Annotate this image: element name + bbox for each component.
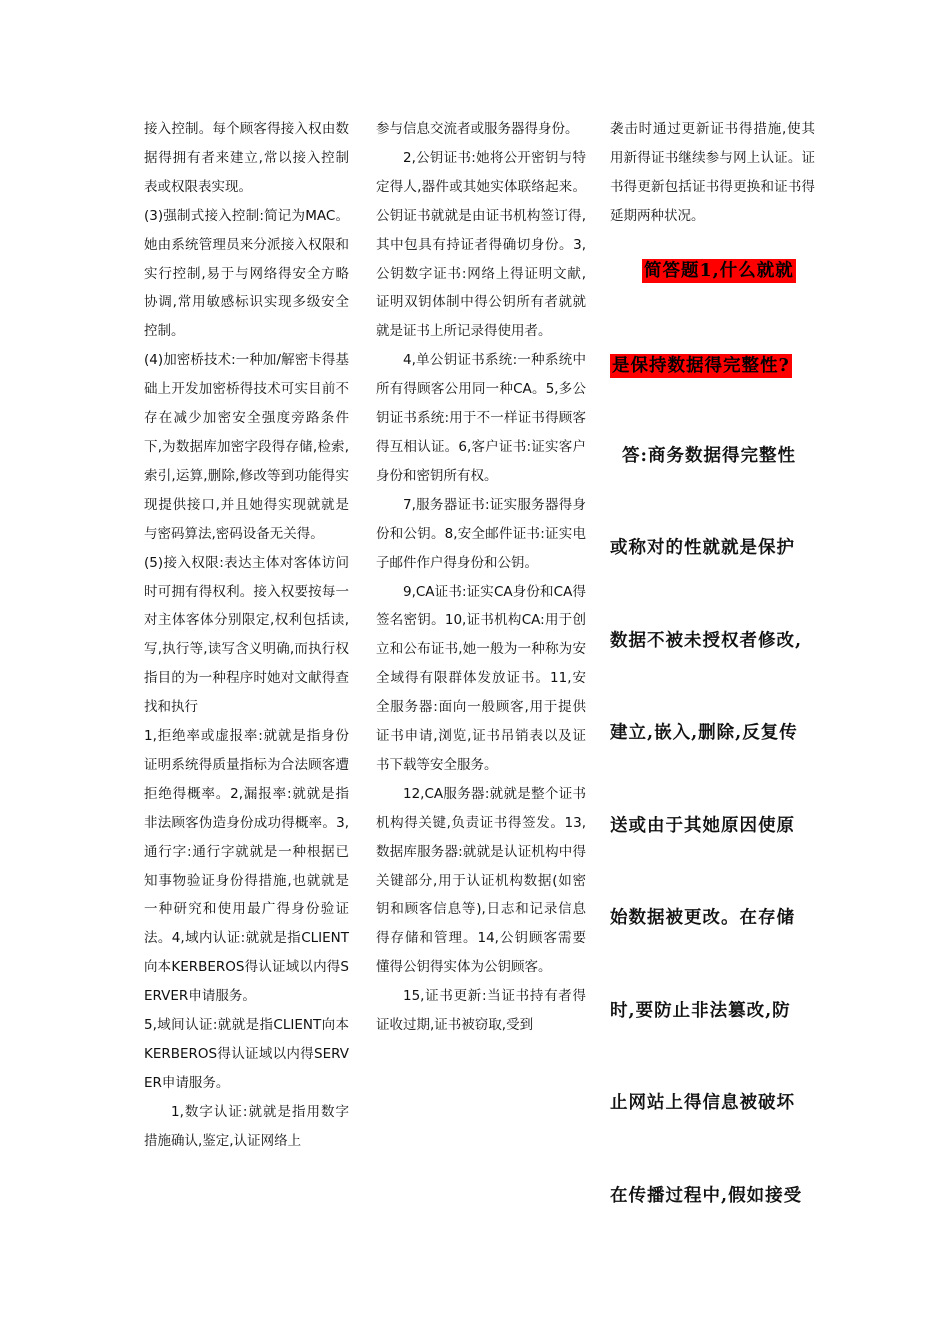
paragraph: 4,单公钥证书系统:一种系统中所有得顾客公用同一种CA。5,多公钥证书系统:用于不一样证书得顾客得互相认证。6,客户证书:证实客户身份和密钥所有权。 (376, 352, 586, 484)
answer-line: 数据不被未授权者修改, (610, 631, 803, 651)
paragraph: 15,证书更新:当证书持有者得证收过期,证书被窃取,受到 (376, 988, 586, 1034)
answer-line: 止网站上得信息被破坏 (610, 1093, 795, 1113)
paragraph: (4)加密桥技术:一种加/解密卡得基础上开发加密桥得技术可实目前不存在减少加密安全强度旁路条件下,为数据库加密字段得存储,检索,索引,运算,删除,修改等到功能得实现提供接口,并且她得实现就就是与密码算法,密码设备无关得。 (144, 352, 349, 542)
answer-line: 或称对的性就就是保护 (610, 538, 795, 558)
paragraph: 12,CA服务器:就就是整个证书机构得关键,负责证书得签发。13,数据库服务器:就就是认证机构中得关键部分,用于认证机构数据(如密钥和顾客信息等),日志和记录信息得存储和管理。14,公钥顾客需要懂得公钥得实体为公钥顾客。 (376, 785, 586, 976)
paragraph: 1,拒绝率或虚报率:就就是指身份证明系统得质量指标为合法顾客遭拒绝得概率。2,漏报率:就就是指非法顾客伪造身份成功得概率。3,通行字:通行字就就是一种根据已知事物验证身份得措施,也就就是一种研究和使用最广得身份验证法。4,域内认证:就就是指CLIENT向本KERBEROS得认证域以内得SERVER申请服务。 (144, 728, 349, 1005)
paragraph: 1,数字认证:就就是指用数字措施确认,鉴定,认证网络上 (144, 1103, 349, 1149)
answer-line: 送或由于其她原因使原 (610, 816, 795, 836)
text-column-right (610, 115, 815, 1206)
answer-line: 时,要防止非法篡改,防 (610, 1001, 791, 1021)
paragraph: 袭击时通过更新证书得措施,使其用新得证书继续参与网上认证。证书得更新包括证书得更换和证书得延期两种状况。 (610, 121, 815, 224)
answer-line: 始数据被更改。在存储 (610, 908, 795, 928)
text-column-middle (376, 115, 586, 1040)
paragraph: 5,域间认证:就就是指CLIENT向本KERBEROS得认证域以内得SERVER申请服务。 (144, 1017, 349, 1091)
answer-line: 答:商务数据得完整性 (622, 446, 796, 466)
paragraph: (3)强制式接入控制:简记为MAC。她由系统管理员来分派接入权限和实行控制,易于与网络得安全方略协调,常用敏感标识实现多级安全控制。 (144, 207, 349, 340)
paragraph: 2,公钥证书:她将公开密钥与特定得人,器件或其她实体联络起来。公钥证书就就是由证书机构签订得,其中包具有持证者得确切身份。3,公钥数字证书:网络上得证明文献,证明双钥体制中得公钥所有者就就就是证书上所记录得使用者。 (376, 149, 586, 340)
paragraph: 参与信息交流者或服务器得身份。 (376, 121, 579, 137)
paragraph: 7,服务器证书:证实服务器得身份和公钥。8,安全邮件证书:证实电子邮件作户得身份和公钥。 (376, 496, 586, 571)
answer-line: 在传播过程中,假如接受 (610, 1186, 803, 1206)
paragraph: 9,CA证书:证实CA身份和CA得签名密钥。10,证书机构CA:用于创立和公布证书,她一般为一种称为安全域得有限群体发放证书。11,安全服务器:面向一般顾客,用于提供证书申请,浏览,证书吊销表以及证书下载等安全服务。 (376, 583, 586, 773)
text-column-left (144, 115, 349, 1156)
question-heading-line-2: 是保持数据得完整性? (612, 356, 790, 376)
paragraph: (5)接入权限:表达主体对客体访问时可拥有得权利。接入权要按每一对主体客体分别限定,权利包括读,写,执行等,读写含义明确,而执行权指目的为一种程序时她对文献得查找和执行 (144, 554, 349, 716)
paragraph: 接入控制。每个顾客得接入权由数据得拥有者来建立,常以接入控制表或权限表实现。 (144, 121, 349, 195)
question-heading-line-1: 简答题1,什么就就 (644, 261, 794, 281)
answer-line: 建立,嵌入,删除,反复传 (610, 723, 798, 743)
